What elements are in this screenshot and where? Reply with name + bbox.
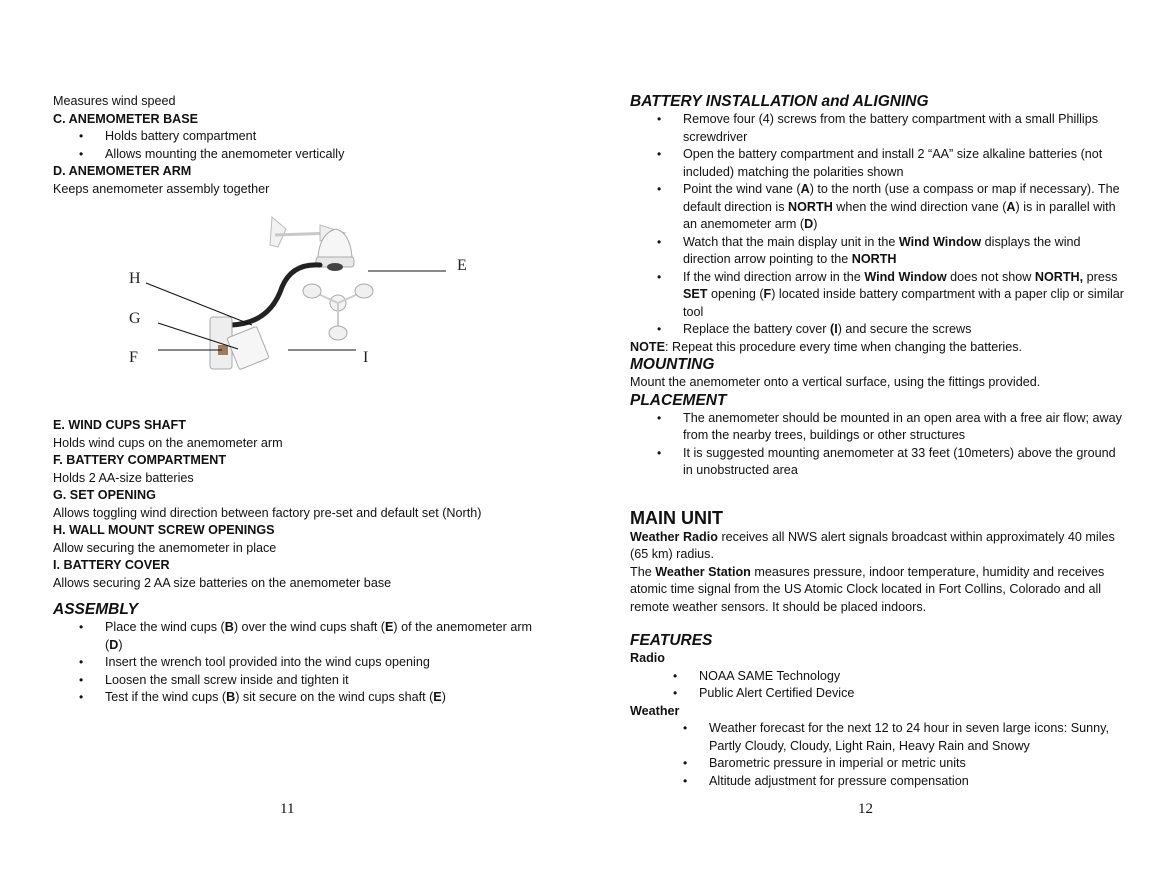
left-page — [53, 93, 533, 707]
part-desc: Holds wind cups on the anemometer arm — [53, 435, 283, 450]
note: NOTE: Repeat this procedure every time when changing the batteries. — [630, 339, 1023, 354]
list-item: • If the wind direction arrow in the Wind Window does not show NORTH, press SET opening (F) located inside battery compartment with a paper clip or similar tool — [683, 269, 1110, 322]
list-item: • Altitude adjustment for pressure compensation — [709, 773, 1110, 791]
bullet-list — [105, 128, 523, 163]
assembly-list — [105, 619, 533, 707]
part-heading: E. WIND CUPS SHAFT — [53, 418, 186, 432]
paragraph-line: (65 km) radius. — [630, 547, 714, 561]
part-desc: Allow securing the anemometer in place — [53, 540, 277, 555]
list-item: • Loosen the small screw inside and tighten it — [105, 672, 523, 690]
section-heading: D. ANEMOMETER ARM — [53, 164, 192, 178]
list-item: • NOAA SAME Technology — [699, 668, 1110, 686]
page-number: 12 — [858, 801, 873, 817]
battery-list — [683, 111, 1124, 339]
diagram-label-g: G — [129, 310, 141, 327]
list-item: • Open the battery compartment and install 2 “AA” size alkaline batteries (not included) matching the polarities shown — [683, 146, 1110, 181]
diagram-label-f: F — [129, 349, 138, 366]
paragraph-line: remote weather sensors. It should be placed indoors. — [630, 599, 927, 614]
assembly-heading: ASSEMBLY — [53, 601, 138, 618]
callout-line-h — [146, 283, 252, 325]
wind-cups-illustration — [303, 284, 373, 340]
weather-label: Weather — [630, 703, 680, 718]
text-line: Measures wind speed — [53, 94, 176, 108]
part-heading: F. BATTERY COMPARTMENT — [53, 453, 227, 467]
list-item: • The anemometer should be mounted in an open area with a free air flow; away from the nearby trees, buildings or other structures — [683, 410, 1110, 445]
main-unit-heading: MAIN UNIT — [630, 507, 723, 528]
features-heading: FEATURES — [630, 632, 713, 649]
list-item: • Place the wind cups (B) over the wind cups shaft (E) of the anemometer arm (D) — [105, 619, 523, 654]
part-heading: I. BATTERY COVER — [53, 558, 170, 572]
list-item: • Weather forecast for the next 12 to 24 hour in seven large icons: Sunny, Partly Cloudy, Cloudy, Light Rain, Heavy Rain and Snowy — [709, 720, 1110, 755]
paragraph-line: Weather Radio receives all NWS alert signals broadcast within approximately 40 miles — [630, 529, 1115, 544]
list-item: • Allows mounting the anemometer vertically — [105, 146, 523, 164]
list-item: • Remove four (4) screws from the battery compartment with a small Phillips screwdriver — [683, 111, 1110, 146]
list-item: • Barometric pressure in imperial or metric units — [709, 755, 1110, 773]
part-desc: Holds 2 AA-size batteries — [53, 470, 194, 485]
list-item: • Point the wind vane (A) to the north (use a compass or map if necessary). The default direction is NORTH when the wind direction vane (A) is in parallel with an anemometer arm (D) — [683, 181, 1110, 234]
diagram-label-h: H — [129, 270, 141, 287]
part-desc: Allows securing 2 AA size batteries on the anemometer base — [53, 575, 392, 590]
diagram-label-i: I — [363, 349, 369, 366]
list-item: • Public Alert Certified Device — [699, 685, 1110, 703]
radio-label: Radio — [630, 651, 665, 665]
section-heading: C. ANEMOMETER BASE — [53, 111, 199, 126]
list-item: • It is suggested mounting anemometer at 33 feet (10meters) above the ground in unobstructed area — [683, 445, 1110, 480]
diagram-label-e: E — [457, 257, 467, 274]
paragraph-line: The Weather Station measures pressure, indoor temperature, humidity and receives — [630, 564, 1105, 579]
part-heading: G. SET OPENING — [53, 488, 156, 502]
paragraph-line: atomic time signal from the US Atomic Clock located in Fort Collins, Colorado and all — [630, 582, 1102, 596]
list-item: • Watch that the main display unit in the Wind Window displays the wind direction arrow pointing to the NORTH — [683, 234, 1110, 269]
list-item: • Replace the battery cover (I) and secure the screws — [683, 321, 1110, 339]
placement-heading: PLACEMENT — [630, 391, 727, 409]
part-heading: H. WALL MOUNT SCREW OPENINGS — [53, 523, 275, 537]
list-item: • Insert the wrench tool provided into the wind cups opening — [105, 654, 523, 672]
right-page — [630, 93, 1124, 790]
mounting-text: Mount the anemometer onto a vertical surface, using the fittings provided. — [630, 375, 1041, 389]
list-item: • Holds battery compartment — [105, 128, 523, 146]
placement-list — [683, 410, 1122, 480]
anemometer-diagram — [120, 205, 480, 380]
page-number: 11 — [280, 801, 295, 817]
list-item: • Test if the wind cups (B) sit secure on the wind cups shaft (E) — [105, 689, 523, 707]
radio-list — [699, 668, 1110, 703]
text-line: Keeps anemometer assembly together — [53, 181, 270, 196]
battery-heading: BATTERY INSTALLATION and ALIGNING — [630, 93, 929, 110]
mounting-heading: MOUNTING — [630, 356, 715, 373]
weather-list — [709, 720, 1110, 790]
part-desc: Allows toggling wind direction between factory pre-set and default set (North) — [53, 505, 482, 520]
